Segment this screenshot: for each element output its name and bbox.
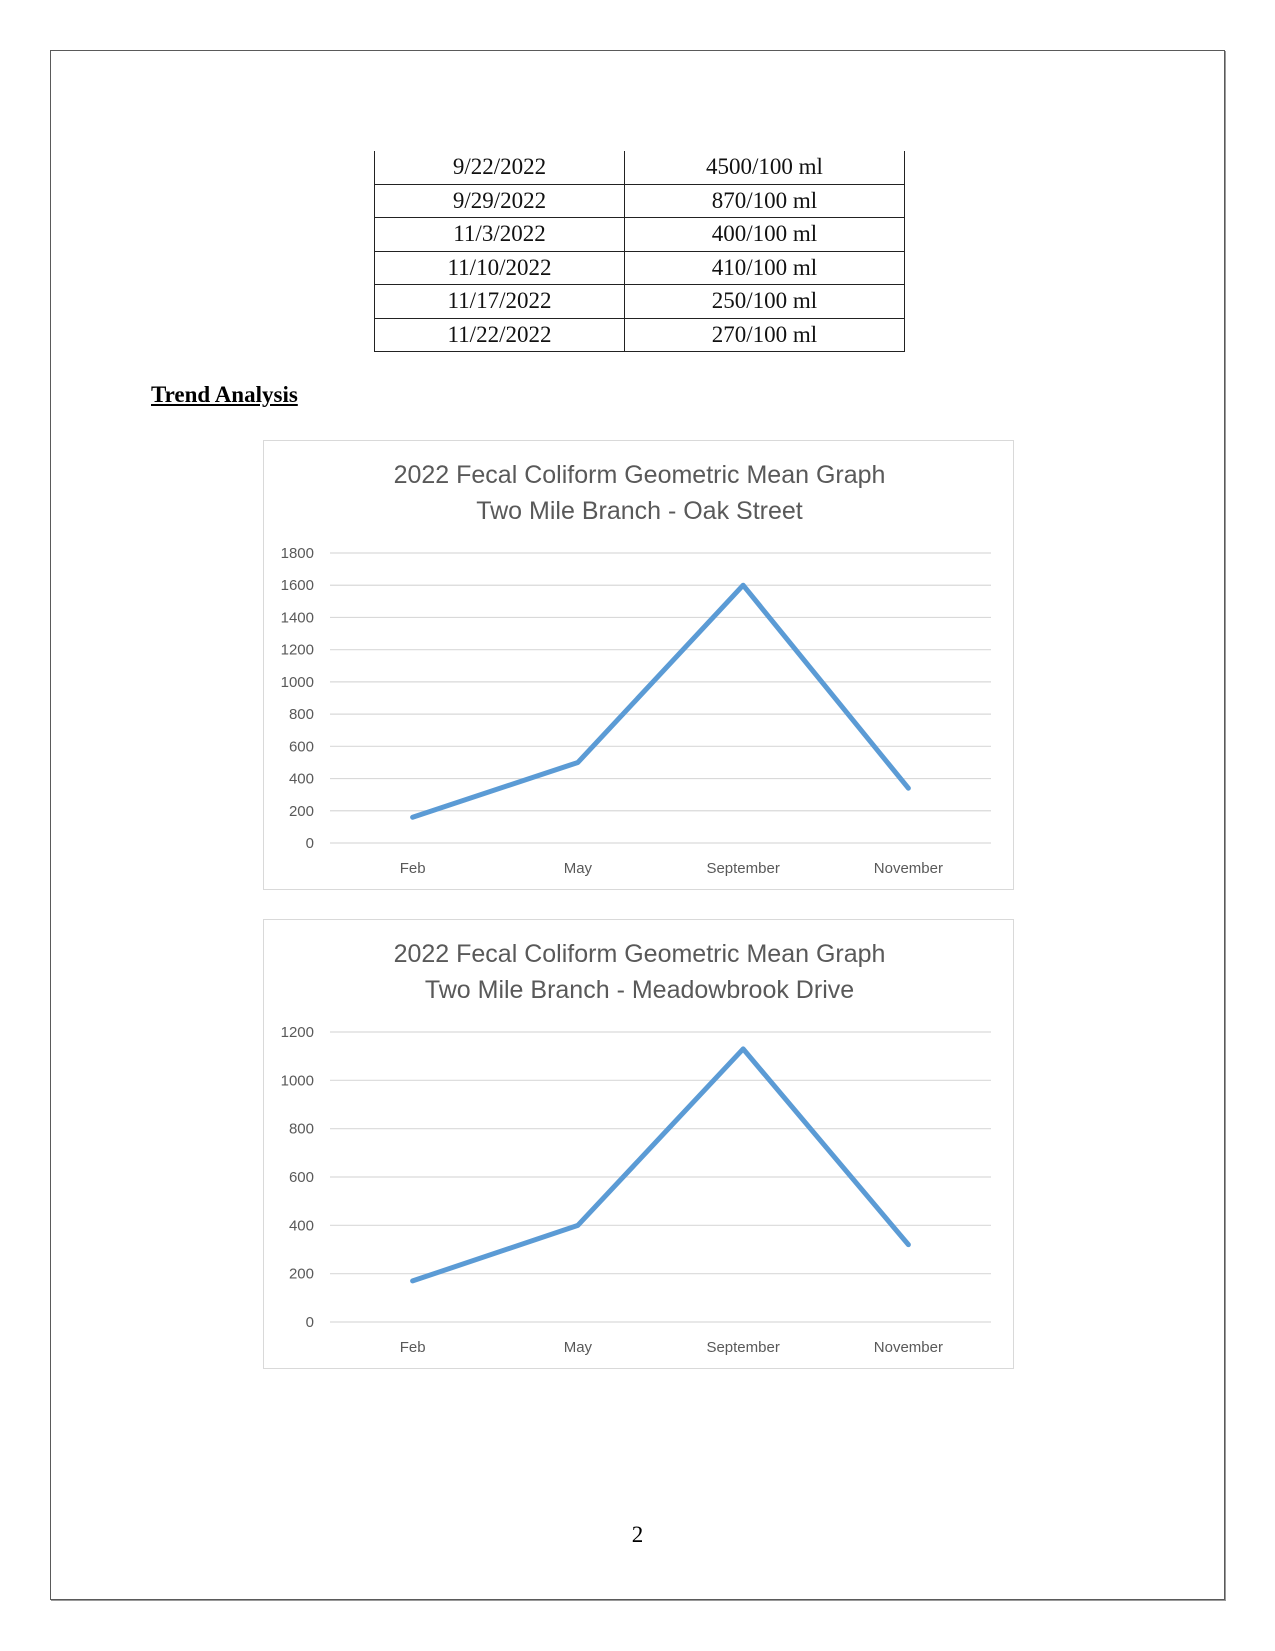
page-number: 2 <box>631 1522 644 1547</box>
x-tick-label: May <box>563 860 593 877</box>
data-point <box>741 583 745 587</box>
y-tick-label: 1600 <box>280 577 314 595</box>
chart-oak-street <box>263 440 1014 890</box>
x-tick-label: November <box>873 860 943 877</box>
data-point <box>906 1243 910 1247</box>
x-tick-label: Feb <box>399 1339 426 1356</box>
y-tick-label: 600 <box>288 1169 314 1186</box>
table-row <box>375 184 905 218</box>
y-tick-label: 0 <box>305 835 314 852</box>
y-tick-label: 1000 <box>280 1072 314 1090</box>
section-heading: Trend Analysis <box>151 382 298 407</box>
results-table <box>374 151 905 352</box>
table-row <box>375 218 905 252</box>
coliform-count-cell: 250/100 ml <box>625 285 905 319</box>
series-line <box>413 1049 909 1281</box>
chart-meadowbrook-drive <box>263 919 1014 1369</box>
x-tick-label: May <box>563 1339 593 1356</box>
sample-date-cell: 11/3/2022 <box>375 218 625 252</box>
y-tick-label: 200 <box>288 802 314 820</box>
coliform-count-cell: 870/100 ml <box>625 184 905 218</box>
data-point <box>906 786 910 790</box>
table-row <box>375 285 905 319</box>
data-point <box>741 1047 745 1051</box>
x-tick-label: September <box>706 1339 780 1356</box>
sample-date-cell: 11/22/2022 <box>375 318 625 352</box>
table-row <box>375 151 905 184</box>
data-point <box>411 815 415 819</box>
data-point <box>576 1223 580 1227</box>
x-tick-label: Feb <box>399 860 426 877</box>
chart-subtitle: Two Mile Branch - Oak Street <box>476 497 803 525</box>
sample-date-cell: 11/17/2022 <box>375 285 625 319</box>
coliform-count-cell: 410/100 ml <box>625 251 905 285</box>
coliform-count-cell: 270/100 ml <box>625 318 905 352</box>
series-line <box>413 585 909 817</box>
chart-svg <box>264 920 1015 1370</box>
coliform-count-cell: 4500/100 ml <box>625 151 905 184</box>
chart-title: 2022 Fecal Coliform Geometric Mean Graph <box>393 940 886 968</box>
y-tick-label: 1200 <box>280 1024 314 1041</box>
table-row <box>375 251 905 285</box>
sample-date-cell: 9/22/2022 <box>375 151 625 184</box>
x-tick-label: September <box>706 860 780 877</box>
y-tick-label: 400 <box>288 770 314 788</box>
chart-subtitle: Two Mile Branch - Meadowbrook Drive <box>424 976 855 1004</box>
sample-date-cell: 11/10/2022 <box>375 251 625 285</box>
coliform-count-cell: 400/100 ml <box>625 218 905 252</box>
sample-date-cell: 9/29/2022 <box>375 184 625 218</box>
y-tick-label: 400 <box>288 1217 314 1235</box>
y-tick-label: 600 <box>288 738 314 756</box>
y-tick-label: 1000 <box>280 673 314 691</box>
data-point <box>576 760 580 764</box>
chart-svg <box>264 441 1015 891</box>
data-point <box>411 1279 415 1283</box>
y-tick-label: 1200 <box>280 641 314 659</box>
x-tick-label: November <box>873 1339 943 1356</box>
y-tick-label: 800 <box>288 706 314 724</box>
y-tick-label: 800 <box>288 1120 314 1138</box>
y-tick-label: 200 <box>288 1265 314 1283</box>
table-row <box>375 318 905 352</box>
y-tick-label: 0 <box>305 1314 314 1331</box>
y-tick-label: 1400 <box>280 609 314 627</box>
chart-title: 2022 Fecal Coliform Geometric Mean Graph <box>393 461 886 489</box>
y-tick-label: 1800 <box>280 545 314 562</box>
